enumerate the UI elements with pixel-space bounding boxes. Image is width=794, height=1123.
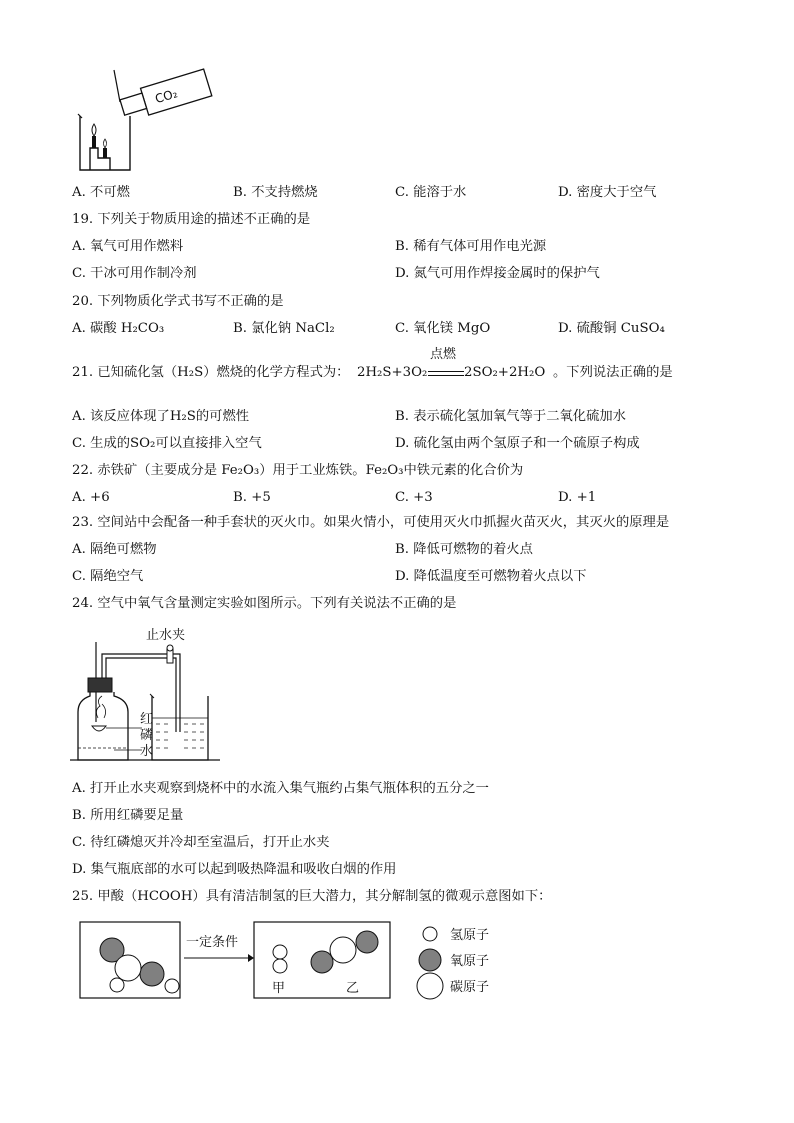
q24-option-b[interactable]: B. 所用红磷要足量 xyxy=(72,808,184,823)
carbon-atom xyxy=(115,955,141,981)
co2-label: CO₂ xyxy=(153,86,180,107)
legend-hydrogen: 氢原子 xyxy=(450,928,490,943)
q21-stem-prefix: 21. 已知硫化氢（H₂S）燃烧的化学方程式为： xyxy=(72,365,350,380)
q25-stem: 25. 甲酸（HCOOH）具有清洁制氢的巨大潜力，其分解制氢的微观示意图如下： xyxy=(72,889,552,904)
q21-equation-right: 2SO₂+2H₂O xyxy=(464,365,546,380)
q20-option-c[interactable]: C. 氧化镁 MgO xyxy=(395,321,491,336)
legend-carbon: 碳原子 xyxy=(450,980,490,995)
formic-acid-decomposition-diagram xyxy=(78,918,518,1004)
q22-option-c[interactable]: C. +3 xyxy=(395,490,433,505)
q22-option-d[interactable]: D. +1 xyxy=(558,490,597,505)
co2-pouring-figure xyxy=(68,62,228,182)
q20-option-b[interactable]: B. 氯化钠 NaCl₂ xyxy=(233,321,335,336)
q23-option-b[interactable]: B. 降低可燃物的着火点 xyxy=(395,542,533,557)
hydrogen-atom xyxy=(273,945,287,959)
q21-equation-left: 2H₂S+3O₂ xyxy=(357,365,428,380)
q20-option-a[interactable]: A. 碳酸 H₂CO₃ xyxy=(72,321,165,336)
equals-sign xyxy=(428,370,464,378)
q21-stem-suffix: 。下列说法正确的是 xyxy=(553,365,673,380)
q19-stem: 19. 下列关于物质用途的描述不正确的是 xyxy=(72,212,311,227)
legend-carbon-symbol xyxy=(417,973,443,999)
q21-equation-condition: 点燃 xyxy=(430,347,457,362)
q18-option-d[interactable]: D. 密度大于空气 xyxy=(558,185,657,200)
oxygen-atom xyxy=(140,962,164,986)
clamp-label: 止水夹 xyxy=(146,628,186,643)
q20-option-d[interactable]: D. 硫酸铜 CuSO₄ xyxy=(558,321,665,336)
q21-option-c[interactable]: C. 生成的SO₂可以直接排入空气 xyxy=(72,436,262,451)
q23-stem: 23. 空间站中会配备一种手套状的灭火巾。如果火情小，可使用灭火巾抓握火苗灭火，其灭火的原理是 xyxy=(72,515,670,530)
oxygen-atom xyxy=(356,931,378,953)
q19-option-d[interactable]: D. 氮气可用作焊接金属时的保护气 xyxy=(395,266,600,281)
phosphorus-label-1: 红 xyxy=(140,712,154,727)
q20-stem: 20. 下列物质化学式书写不正确的是 xyxy=(72,294,284,309)
q24-option-c[interactable]: C. 待红磷熄灭并冷却至室温后，打开止水夹 xyxy=(72,835,330,850)
legend-oxygen: 氧原子 xyxy=(450,954,490,969)
q19-option-b[interactable]: B. 稀有气体可用作电光源 xyxy=(395,239,547,254)
q21-option-b[interactable]: B. 表示硫化氢加氧气等于二氧化硫加水 xyxy=(395,409,626,424)
reaction-condition: 一定条件 xyxy=(186,935,239,950)
q18-option-c[interactable]: C. 能溶于水 xyxy=(395,185,467,200)
q24-option-d[interactable]: D. 集气瓶底部的水可以起到吸热降温和吸收白烟的作用 xyxy=(72,862,397,877)
carbon-atom xyxy=(330,937,356,963)
q23-option-a[interactable]: A. 隔绝可燃物 xyxy=(72,542,157,557)
q24-option-a[interactable]: A. 打开止水夹观察到烧杯中的水流入集气瓶约占集气瓶体积的五分之一 xyxy=(72,781,489,796)
q18-option-a[interactable]: A. 不可燃 xyxy=(72,185,130,200)
oxygen-atom xyxy=(311,951,333,973)
product-label-jia: 甲 xyxy=(272,981,286,996)
hydrogen-atom xyxy=(110,978,124,992)
hydrogen-atom xyxy=(273,959,287,973)
q19-option-c[interactable]: C. 干冰可用作制冷剂 xyxy=(72,266,197,281)
phosphorus-label-2: 磷 xyxy=(140,728,154,743)
q24-stem: 24. 空气中氧气含量测定实验如图所示。下列有关说法不正确的是 xyxy=(72,596,457,611)
q22-option-a[interactable]: A. +6 xyxy=(72,490,110,505)
oxygen-content-apparatus xyxy=(70,622,240,772)
q22-option-b[interactable]: B. +5 xyxy=(233,490,271,505)
q18-option-b[interactable]: B. 不支持燃烧 xyxy=(233,185,318,200)
q21-option-a[interactable]: A. 该反应体现了H₂S的可燃性 xyxy=(72,409,250,424)
hydrogen-atom xyxy=(165,979,179,993)
q23-option-d[interactable]: D. 降低温度至可燃物着火点以下 xyxy=(395,569,587,584)
q23-option-c[interactable]: C. 隔绝空气 xyxy=(72,569,144,584)
water-label: 水 xyxy=(140,744,154,759)
q19-option-a[interactable]: A. 氧气可用作燃料 xyxy=(72,239,184,254)
product-label-yi: 乙 xyxy=(346,981,360,996)
legend-hydrogen-symbol xyxy=(423,927,437,941)
q21-option-d[interactable]: D. 硫化氢由两个氢原子和一个硫原子构成 xyxy=(395,436,640,451)
q22-stem: 22. 赤铁矿（主要成分是 Fe₂O₃）用于工业炼铁。Fe₂O₃中铁元素的化合价为 xyxy=(72,463,524,478)
legend-oxygen-symbol xyxy=(419,949,441,971)
